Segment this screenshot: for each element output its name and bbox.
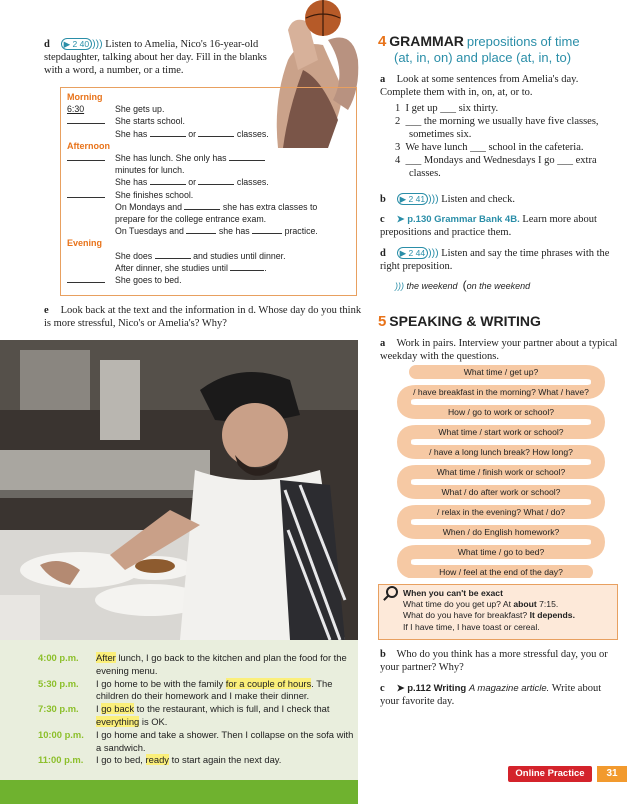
fill-blank[interactable] xyxy=(155,250,191,259)
section-afternoon: Afternoon xyxy=(67,140,110,151)
speaking-exercise-b xyxy=(380,648,620,674)
fill-blank[interactable] xyxy=(198,176,234,185)
routine-text: or xyxy=(188,128,197,139)
routine-text: classes. xyxy=(236,177,269,188)
audio-track-badge[interactable]: ▶ 2 41 xyxy=(397,193,428,205)
routine-text: she has xyxy=(218,226,250,237)
time-blank[interactable] xyxy=(67,189,105,198)
page-number: 31 xyxy=(597,766,627,782)
routine-text: and studies until dinner. xyxy=(193,250,286,261)
list-item: 3 We have lunch ___ school in the cafeteria. xyxy=(395,142,584,153)
grammar-exercise-c xyxy=(380,213,620,239)
nico-schedule xyxy=(38,652,358,767)
exercise-letter: b xyxy=(380,649,386,660)
grammar-exercise-b xyxy=(380,193,618,205)
routine-row xyxy=(67,189,350,201)
tip-line: What time do you get up? At about 7:15. xyxy=(403,599,559,610)
question-item: How / go to work or school? xyxy=(447,407,555,417)
section-number: 5 xyxy=(378,313,387,330)
schedule-row xyxy=(38,652,358,678)
time-blank[interactable] xyxy=(67,152,105,161)
routine-row xyxy=(67,115,350,127)
routine-row xyxy=(67,201,350,225)
exercise-letter: a xyxy=(380,338,386,349)
writing-type: A magazine article. xyxy=(468,683,550,694)
audio-track-badge[interactable]: ▶ 2 40 xyxy=(61,38,92,50)
routine-row xyxy=(67,262,350,274)
instruction-text: Look at some sentences from Amelia's day. Complete them with in, on, at, or to. xyxy=(380,74,579,98)
routine-text: classes. xyxy=(236,128,269,139)
schedule-row xyxy=(38,678,358,704)
section-title: GRAMMAR xyxy=(389,33,464,49)
schedule-time: 4:00 p.m. xyxy=(38,652,79,663)
routine-text: She has xyxy=(115,128,148,139)
routine-row xyxy=(67,250,350,262)
question-item: What time / go to bed? xyxy=(457,547,545,557)
routine-text: She has xyxy=(115,177,148,188)
grammar-exercise-d xyxy=(380,247,620,273)
routine-row xyxy=(67,176,350,188)
section-subtitle: (at, in, on) and place (at, in, to) xyxy=(394,50,572,65)
tip-line: If I have time, I have toast or cereal. xyxy=(403,621,540,632)
fill-blank[interactable] xyxy=(184,201,220,210)
audio-icon: ))) xyxy=(395,281,404,291)
schedule-row xyxy=(38,754,358,767)
routine-text: She has lunch. She only has xyxy=(115,153,227,164)
question-item: / have breakfast in the morning? What / have? xyxy=(413,387,589,397)
question-item: How / feel at the end of the day? xyxy=(439,567,563,577)
grammar-sentence-list xyxy=(395,102,620,180)
list-item: 2 ___ the morning we usually have five classes, sometimes six. xyxy=(395,116,599,140)
audio-track-badge[interactable]: ▶ 2 44 xyxy=(397,247,428,259)
exercise-letter: b xyxy=(380,194,386,205)
exercise-letter: a xyxy=(380,74,386,85)
phrase-prompt: the weekend xyxy=(406,281,458,291)
time-blank[interactable] xyxy=(67,115,105,124)
routine-text: or xyxy=(188,177,197,188)
instruction-text: Listen and check. xyxy=(441,194,515,205)
routine-text: practice. xyxy=(284,226,318,237)
schedule-row xyxy=(38,703,358,729)
tip-title: When you can't be exact xyxy=(403,588,503,598)
instruction-text: Listen and say the time phrases with the right preposition. xyxy=(380,248,610,272)
question-item: What time / get up? xyxy=(463,367,539,377)
exercise-letter: e xyxy=(44,305,49,316)
routine-row xyxy=(67,103,350,115)
phrase-answer: on the weekend xyxy=(466,281,531,291)
question-snake xyxy=(388,363,614,578)
green-footer-bar xyxy=(0,780,358,804)
exercise-e xyxy=(44,304,364,330)
exercise-letter: d xyxy=(380,248,386,259)
fill-blank[interactable] xyxy=(150,128,186,137)
time-value: 6:30 xyxy=(67,104,85,115)
exercise-letter: c xyxy=(380,214,385,225)
instruction-text: Look back at the text and the information in d. Whose day do you think is more stressful, Nico's or Amelia's? Why? xyxy=(44,305,362,329)
exercise-d-intro xyxy=(44,38,269,77)
routine-row xyxy=(67,128,350,140)
routine-text: On Mondays and xyxy=(115,201,182,212)
fill-blank[interactable] xyxy=(230,262,267,273)
schedule-text: I go back to the restaurant, which is full, and I check that everything is OK. xyxy=(96,703,330,727)
schedule-text: I go to bed, ready to start again the next day. xyxy=(96,754,282,766)
instruction-text: Write about your favorite day. xyxy=(380,683,602,707)
audio-icon: ))) xyxy=(428,193,439,205)
audio-icon: ))) xyxy=(428,247,439,259)
tip-line: What do you have for breakfast? It depends. xyxy=(403,610,575,621)
question-item: What time / finish work or school? xyxy=(436,467,566,477)
audio-icon: ))) xyxy=(92,38,103,50)
section-morning: Morning xyxy=(67,92,103,102)
routine-text: She goes to bed. xyxy=(115,275,182,286)
routine-row xyxy=(67,225,350,237)
exercise-letter: c xyxy=(380,683,385,694)
schedule-row xyxy=(38,729,358,755)
instruction-text: Listen to Amelia, Nico's 16-year-old stepdaughter, talking about her day. Fill in the blanks with a word, a number, or a time. xyxy=(44,39,267,76)
track-number: 2 40 xyxy=(72,39,90,49)
routine-text: She does xyxy=(115,250,153,261)
list-item: 4 ___ Mondays and Wednesdays I go ___ extra classes. xyxy=(395,155,597,179)
chef-kitchen-photo xyxy=(0,340,358,640)
question-item: What / do after work or school? xyxy=(441,487,561,497)
grammar-bank-link[interactable]: ➤ p.130 Grammar Bank 4B. xyxy=(396,214,520,225)
schedule-time: 5:30 p.m. xyxy=(38,677,79,689)
time-blank[interactable] xyxy=(67,274,105,283)
schedule-text: I go home to be with the family for a couple of hours. The children do their homework and I make their dinner. xyxy=(96,677,333,702)
instruction-text: Work in pairs. Interview your partner about a typical weekday with the questions. xyxy=(380,338,618,362)
schedule-time: 10:00 p.m. xyxy=(38,728,84,740)
schedule-time: 11:00 p.m. xyxy=(38,754,84,766)
routine-text: she has extra classes to prepare for the college entrance exam. xyxy=(115,201,318,225)
writing-link[interactable]: ➤ p.112 Writing xyxy=(396,683,467,694)
tip-box xyxy=(378,584,618,640)
schedule-text: I go home and take a shower. Then I collapse on the sofa with a sandwich. xyxy=(96,728,354,753)
fill-blank[interactable] xyxy=(252,225,282,234)
online-practice-button[interactable]: Online Practice xyxy=(508,766,592,782)
fill-blank[interactable] xyxy=(186,225,216,234)
routine-text: She finishes school. xyxy=(115,189,194,200)
section-number: 4 xyxy=(378,33,387,50)
amelia-routine-box xyxy=(60,87,357,296)
question-item: / relax in the evening? What / do? xyxy=(436,507,566,517)
fill-blank[interactable] xyxy=(198,128,234,137)
routine-row xyxy=(67,274,350,286)
routine-text: . xyxy=(264,262,267,273)
routine-text: She gets up. xyxy=(115,104,165,115)
instruction-text: Learn more about prepositions and practice them. xyxy=(380,214,597,238)
question-item: What time / start work or school? xyxy=(438,427,564,437)
speaking-heading xyxy=(378,313,541,330)
speaking-exercise-c xyxy=(380,682,620,708)
fill-blank[interactable] xyxy=(229,152,265,161)
instruction-text: Who do you think has a more stressful day, you or your partner? Why? xyxy=(380,649,608,673)
list-item: 1 I get up ___ six thirty. xyxy=(395,103,499,114)
routine-text: On Tuesdays and xyxy=(115,226,184,237)
section-subtitle: prepositions of time xyxy=(466,34,580,49)
grammar-exercise-a xyxy=(380,73,618,99)
schedule-text: After lunch, I go back to the kitchen and plan the food for the evening menu. xyxy=(96,652,347,676)
example-phrases xyxy=(395,278,620,292)
question-item: When / do English homework? xyxy=(442,527,560,537)
question-item: / have a long lunch break? How long? xyxy=(429,447,573,457)
exercise-letter: d xyxy=(44,39,50,50)
section-evening: Evening xyxy=(67,238,103,249)
routine-text: After dinner, she studies until xyxy=(115,262,228,273)
grammar-heading xyxy=(378,33,628,65)
routine-row xyxy=(67,152,350,176)
fill-blank[interactable] xyxy=(150,176,186,185)
speech-bubble-icon: ( xyxy=(462,278,467,292)
speaking-exercise-a xyxy=(380,337,620,363)
section-title: SPEAKING & WRITING xyxy=(389,313,541,329)
routine-text: She starts school. xyxy=(115,116,185,127)
schedule-time: 7:30 p.m. xyxy=(38,703,79,715)
routine-text: minutes for lunch. xyxy=(115,165,185,176)
